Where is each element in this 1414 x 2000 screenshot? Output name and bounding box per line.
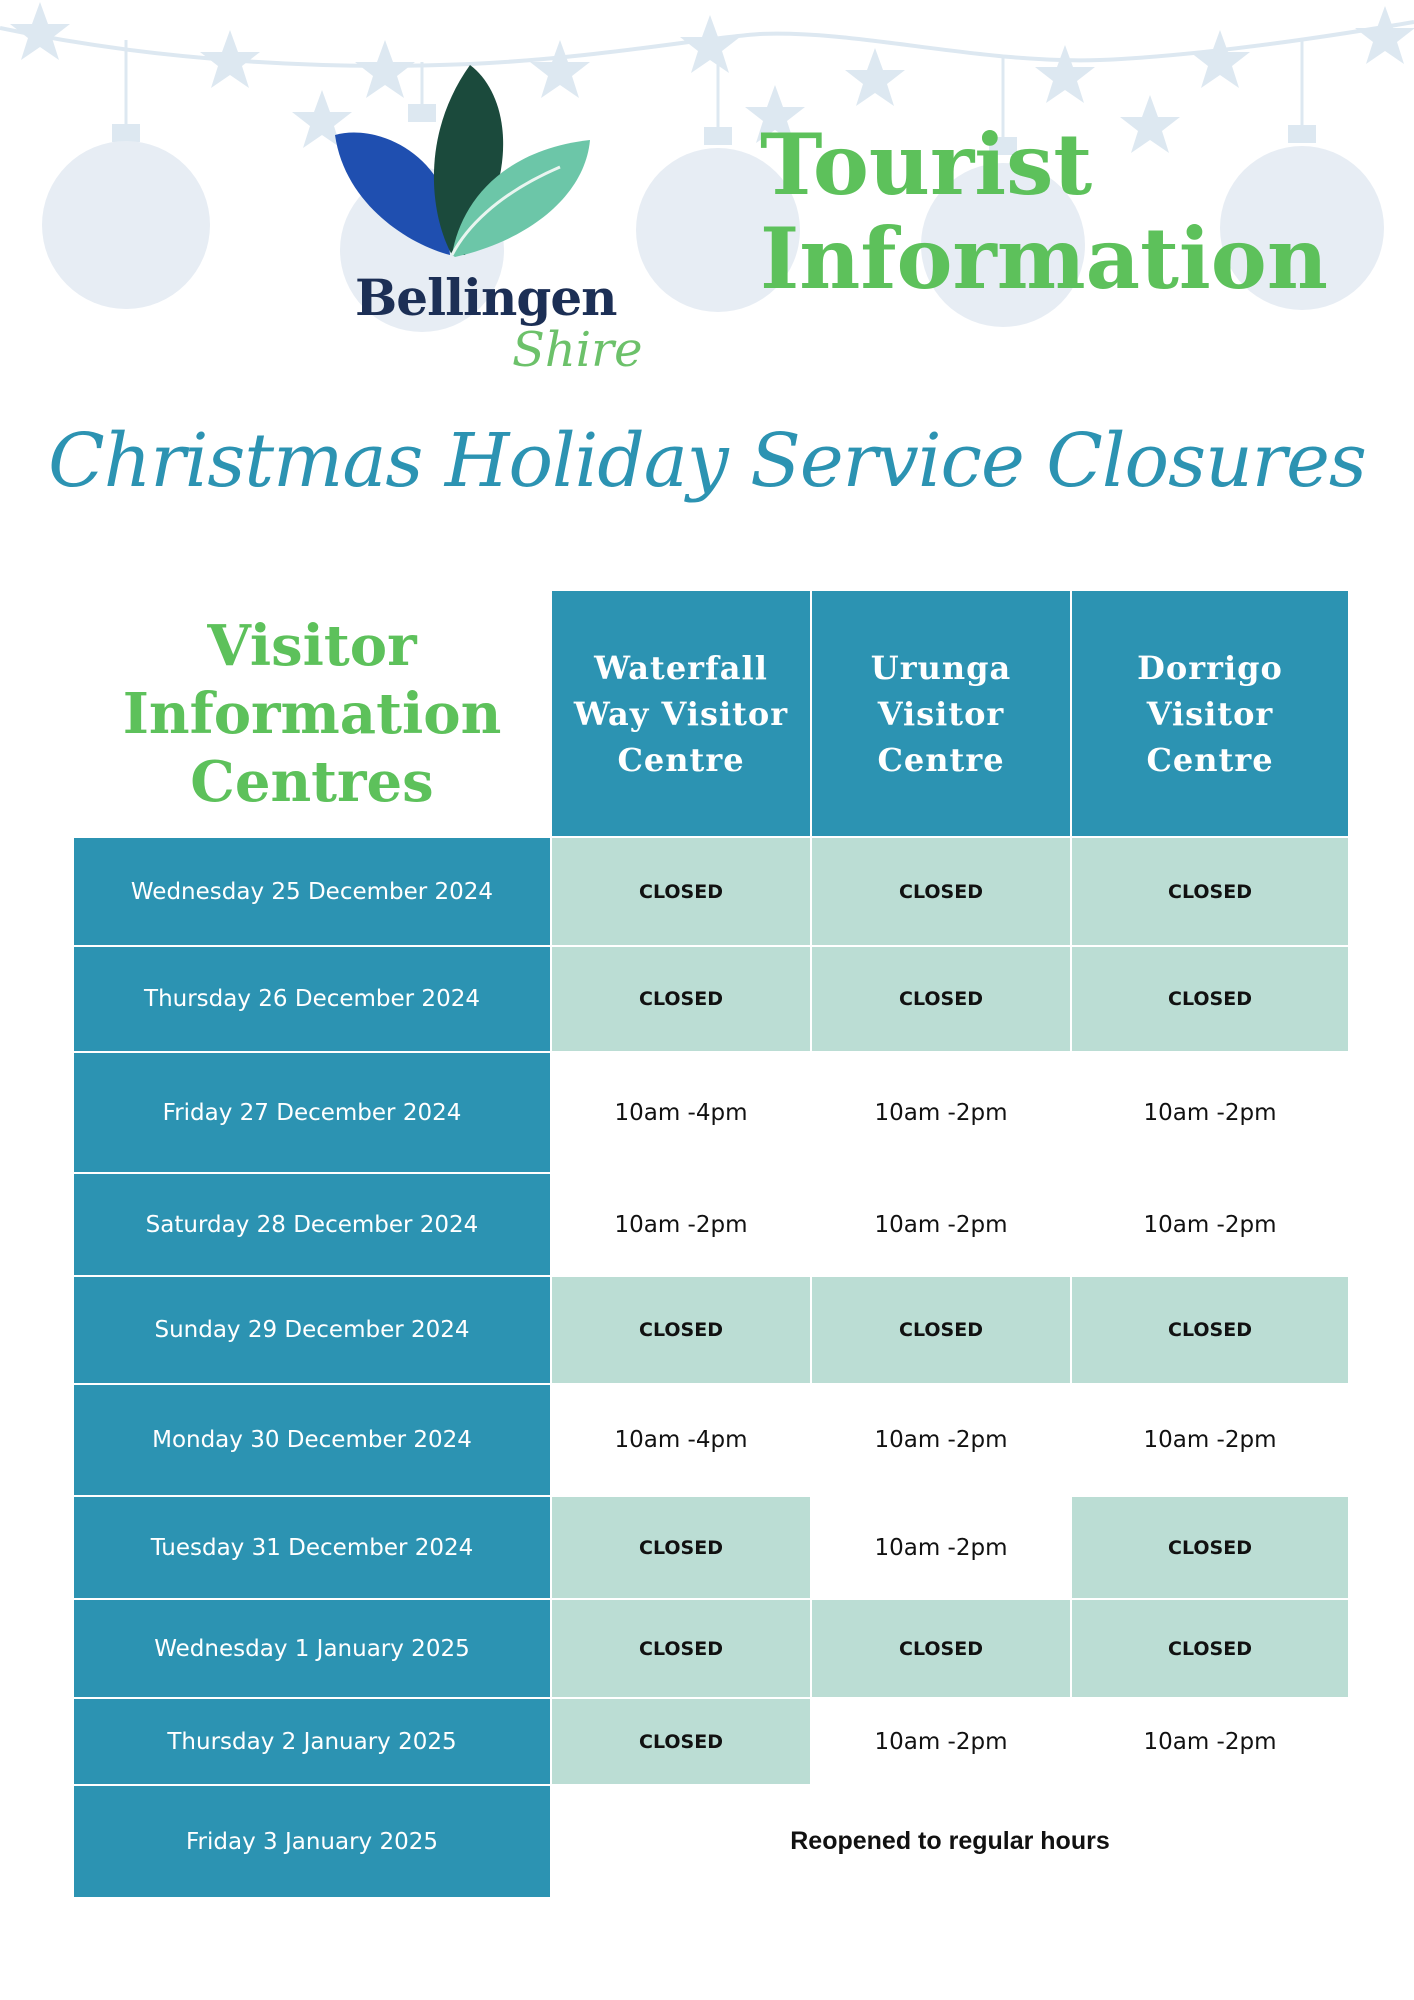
hours-cell: 10am -2pm bbox=[811, 1173, 1071, 1276]
column-header-waterfall-way: Waterfall Way Visitor Centre bbox=[551, 590, 811, 837]
hours-cell: 10am -2pm bbox=[1071, 1384, 1349, 1496]
table-row bbox=[73, 1052, 1349, 1173]
status-cell: CLOSED bbox=[1071, 1276, 1349, 1384]
row-date: Thursday 2 January 2025 bbox=[73, 1698, 551, 1785]
table-row bbox=[73, 1785, 1349, 1898]
row-date: Thursday 26 December 2024 bbox=[73, 946, 551, 1052]
row-date: Wednesday 1 January 2025 bbox=[73, 1599, 551, 1698]
ornament-icon bbox=[42, 141, 210, 309]
hours-cell: 10am -4pm bbox=[551, 1384, 811, 1496]
hours-cell: 10am -2pm bbox=[811, 1698, 1071, 1785]
status-cell: CLOSED bbox=[1071, 1496, 1349, 1599]
row-date: Tuesday 31 December 2024 bbox=[73, 1496, 551, 1599]
status-cell: CLOSED bbox=[551, 1276, 811, 1384]
table-row bbox=[73, 1698, 1349, 1785]
banner-heading: Christmas Holiday Service Closures bbox=[48, 418, 1366, 504]
status-cell: CLOSED bbox=[811, 946, 1071, 1052]
hours-cell: 10am -2pm bbox=[811, 1384, 1071, 1496]
table-row bbox=[73, 1384, 1349, 1496]
table-corner-heading: Visitor Information Centres bbox=[73, 590, 551, 837]
row-date: Wednesday 25 December 2024 bbox=[73, 837, 551, 946]
hours-cell: 10am -4pm bbox=[551, 1052, 811, 1173]
status-cell: CLOSED bbox=[551, 946, 811, 1052]
status-cell: CLOSED bbox=[551, 1599, 811, 1698]
closures-table bbox=[72, 589, 1350, 1899]
status-cell: CLOSED bbox=[1071, 946, 1349, 1052]
hours-cell: 10am -2pm bbox=[551, 1173, 811, 1276]
table-row bbox=[73, 1173, 1349, 1276]
status-cell: CLOSED bbox=[811, 1276, 1071, 1384]
hours-cell: 10am -2pm bbox=[811, 1052, 1071, 1173]
status-cell: CLOSED bbox=[811, 837, 1071, 946]
row-date: Friday 27 December 2024 bbox=[73, 1052, 551, 1173]
table-row bbox=[73, 946, 1349, 1052]
row-date: Sunday 29 December 2024 bbox=[73, 1276, 551, 1384]
hours-cell: 10am -2pm bbox=[1071, 1052, 1349, 1173]
logo-subtitle: Shire bbox=[512, 322, 643, 378]
logo-wordmark: Bellingen bbox=[355, 268, 617, 327]
page-title bbox=[760, 115, 1328, 308]
table-row bbox=[73, 1599, 1349, 1698]
column-header-urunga: Urunga Visitor Centre bbox=[811, 590, 1071, 837]
title-line: Information bbox=[760, 209, 1328, 308]
column-header-dorrigo: Dorrigo Visitor Centre bbox=[1071, 590, 1349, 837]
table-header-row bbox=[73, 590, 1349, 837]
status-cell: CLOSED bbox=[551, 1496, 811, 1599]
hours-cell: 10am -2pm bbox=[1071, 1173, 1349, 1276]
status-cell: CLOSED bbox=[811, 1599, 1071, 1698]
status-cell: CLOSED bbox=[1071, 1599, 1349, 1698]
status-cell: CLOSED bbox=[1071, 837, 1349, 946]
reopened-note: Reopened to regular hours bbox=[551, 1785, 1349, 1898]
row-date: Monday 30 December 2024 bbox=[73, 1384, 551, 1496]
table-row bbox=[73, 837, 1349, 946]
row-date: Friday 3 January 2025 bbox=[73, 1785, 551, 1898]
hours-cell: 10am -2pm bbox=[1071, 1698, 1349, 1785]
title-line: Tourist bbox=[760, 115, 1093, 214]
status-cell: CLOSED bbox=[551, 837, 811, 946]
table-row bbox=[73, 1276, 1349, 1384]
row-date: Saturday 28 December 2024 bbox=[73, 1173, 551, 1276]
table-row bbox=[73, 1496, 1349, 1599]
status-cell: CLOSED bbox=[551, 1698, 811, 1785]
hours-cell: 10am -2pm bbox=[811, 1496, 1071, 1599]
